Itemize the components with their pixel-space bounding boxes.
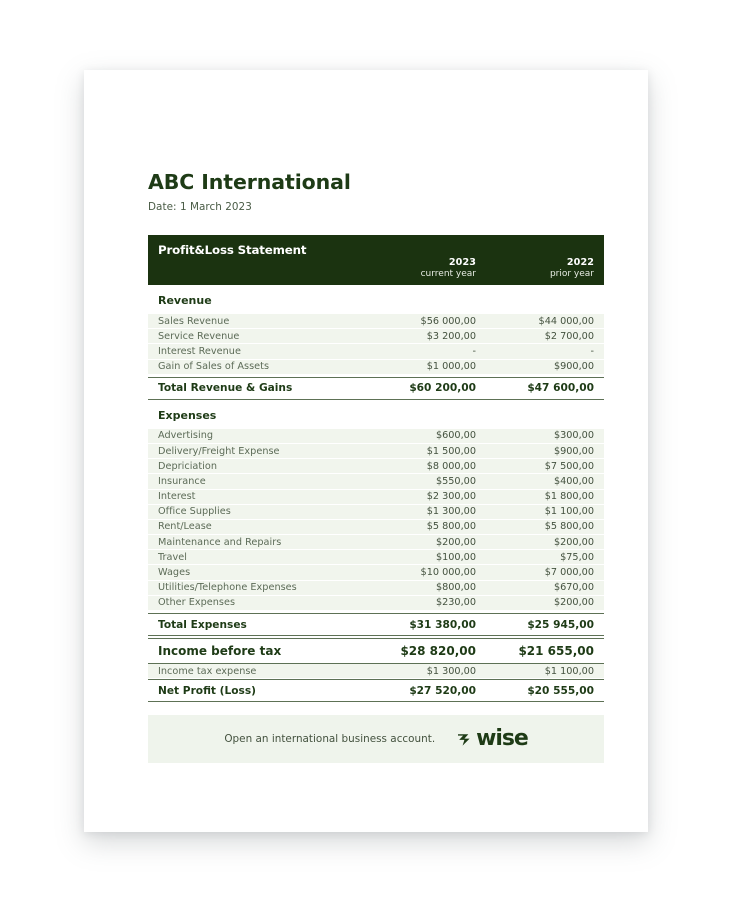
row-value-2022: $7 500,00	[544, 460, 594, 472]
table-header	[148, 235, 604, 285]
column-sub-2023: current year	[420, 268, 476, 279]
total-label: Total Revenue & Gains	[158, 382, 293, 395]
net-profit-label: Net Profit (Loss)	[158, 684, 256, 697]
row-label: Sales Revenue	[158, 315, 230, 327]
net-profit-2023: $27 520,00	[409, 684, 476, 697]
table-row	[148, 329, 604, 344]
row-value-2022: $7 000,00	[544, 567, 594, 579]
table-row	[148, 550, 604, 565]
row-value-2023: $230,00	[435, 597, 476, 609]
row-value-2022: $200,00	[553, 597, 594, 609]
table-title: Profit&Loss Statement	[158, 243, 307, 257]
table-row	[148, 520, 604, 535]
wise-arrow-icon	[457, 731, 474, 748]
row-label: Maintenance and Repairs	[158, 536, 282, 548]
row-value-2023: $10 000,00	[420, 567, 476, 579]
total-value-2022: $47 600,00	[527, 382, 594, 395]
net-profit-2022: $20 555,00	[527, 684, 594, 697]
section-heading-revenue: Revenue	[148, 285, 604, 314]
row-value-2022: $5 800,00	[544, 521, 594, 533]
section-heading-expenses: Expenses	[148, 400, 604, 429]
income-before-tax-2023: $28 820,00	[400, 644, 476, 658]
total-value-2023: $31 380,00	[409, 618, 476, 631]
row-value-2023: $800,00	[435, 582, 476, 594]
footer-text: Open an international business account.	[224, 733, 436, 745]
income-tax-expense-row	[148, 664, 604, 679]
row-value-2023: $200,00	[435, 536, 476, 548]
table-row	[148, 344, 604, 359]
table-row	[148, 459, 604, 474]
row-value-2022: $900,00	[553, 445, 594, 457]
row-value-2023: -	[472, 345, 476, 357]
row-label: Advertising	[158, 430, 214, 442]
wise-logo	[457, 728, 527, 750]
wise-wordmark: wise	[476, 726, 528, 751]
total-value-2023: $60 200,00	[409, 382, 476, 395]
row-value-2023: $600,00	[435, 430, 476, 442]
table-row	[148, 429, 604, 444]
total-label: Total Expenses	[158, 618, 247, 631]
row-label: Depriciation	[158, 460, 217, 472]
table-row	[148, 581, 604, 596]
row-value-2022: -	[590, 345, 594, 357]
row-value-2023: $5 800,00	[426, 521, 476, 533]
column-year-2022: 2022	[566, 257, 594, 268]
profit-loss-table	[148, 235, 604, 702]
row-label: Income tax expense	[158, 665, 257, 677]
document-date: Date: 1 March 2023	[148, 201, 252, 213]
row-value-2023: $550,00	[435, 475, 476, 487]
page-title: ABC International	[148, 170, 351, 194]
row-value-2023: $8 000,00	[426, 460, 476, 472]
row-label: Other Expenses	[158, 597, 236, 609]
row-label: Interest Revenue	[158, 345, 241, 357]
row-label: Delivery/Freight Expense	[158, 445, 280, 457]
table-column-headers	[158, 257, 594, 280]
column-sub-2022: prior year	[549, 268, 594, 279]
table-row	[148, 360, 604, 375]
document-page	[84, 70, 648, 832]
total-row-revenue	[148, 377, 604, 400]
row-value-2022: $670,00	[553, 582, 594, 594]
net-profit-row	[148, 679, 604, 702]
row-value-2022: $200,00	[553, 536, 594, 548]
row-label: Office Supplies	[158, 506, 231, 518]
income-before-tax-label: Income before tax	[158, 644, 282, 658]
row-value-2023: $3 200,00	[426, 330, 476, 342]
row-value-2023: $100,00	[435, 551, 476, 563]
row-value-2022: $900,00	[553, 361, 594, 373]
column-header-2022	[476, 257, 594, 280]
row-value-2022: $2 700,00	[544, 330, 594, 342]
row-label: Travel	[158, 551, 187, 563]
income-before-tax-2022: $21 655,00	[518, 644, 594, 658]
row-value-2022: $44 000,00	[538, 315, 594, 327]
row-value-2023: $56 000,00	[420, 315, 476, 327]
row-label: Rent/Lease	[158, 521, 212, 533]
row-value-2022: $1 800,00	[544, 491, 594, 503]
row-value-2022: $300,00	[553, 430, 594, 442]
footer-banner	[148, 715, 604, 763]
total-value-2022: $25 945,00	[527, 618, 594, 631]
table-row	[148, 490, 604, 505]
table-row	[148, 474, 604, 489]
row-label: Insurance	[158, 475, 206, 487]
table-row	[148, 535, 604, 550]
row-value-2023: $1 500,00	[426, 445, 476, 457]
row-value-2022: $75,00	[560, 551, 594, 563]
table-row	[148, 596, 604, 611]
row-label: Service Revenue	[158, 330, 240, 342]
table-row	[148, 314, 604, 329]
row-label: Gain of Sales of Assets	[158, 361, 270, 373]
table-row	[148, 565, 604, 580]
row-value-2023: $1 300,00	[426, 665, 476, 677]
total-row-expenses	[148, 613, 604, 636]
row-value-2023: $1 300,00	[426, 506, 476, 518]
row-value-2022: $1 100,00	[544, 665, 594, 677]
row-value-2023: $1 000,00	[426, 361, 476, 373]
table-row	[148, 505, 604, 520]
row-value-2022: $400,00	[553, 475, 594, 487]
row-value-2022: $1 100,00	[544, 506, 594, 518]
row-label: Interest	[158, 491, 196, 503]
column-header-2023	[358, 257, 476, 280]
column-year-2023: 2023	[448, 257, 476, 268]
table-row	[148, 444, 604, 459]
income-before-tax-row	[148, 638, 604, 664]
row-label: Wages	[158, 567, 191, 579]
row-label: Utilities/Telephone Expenses	[158, 582, 297, 594]
row-value-2023: $2 300,00	[426, 491, 476, 503]
header-spacer	[158, 257, 358, 280]
